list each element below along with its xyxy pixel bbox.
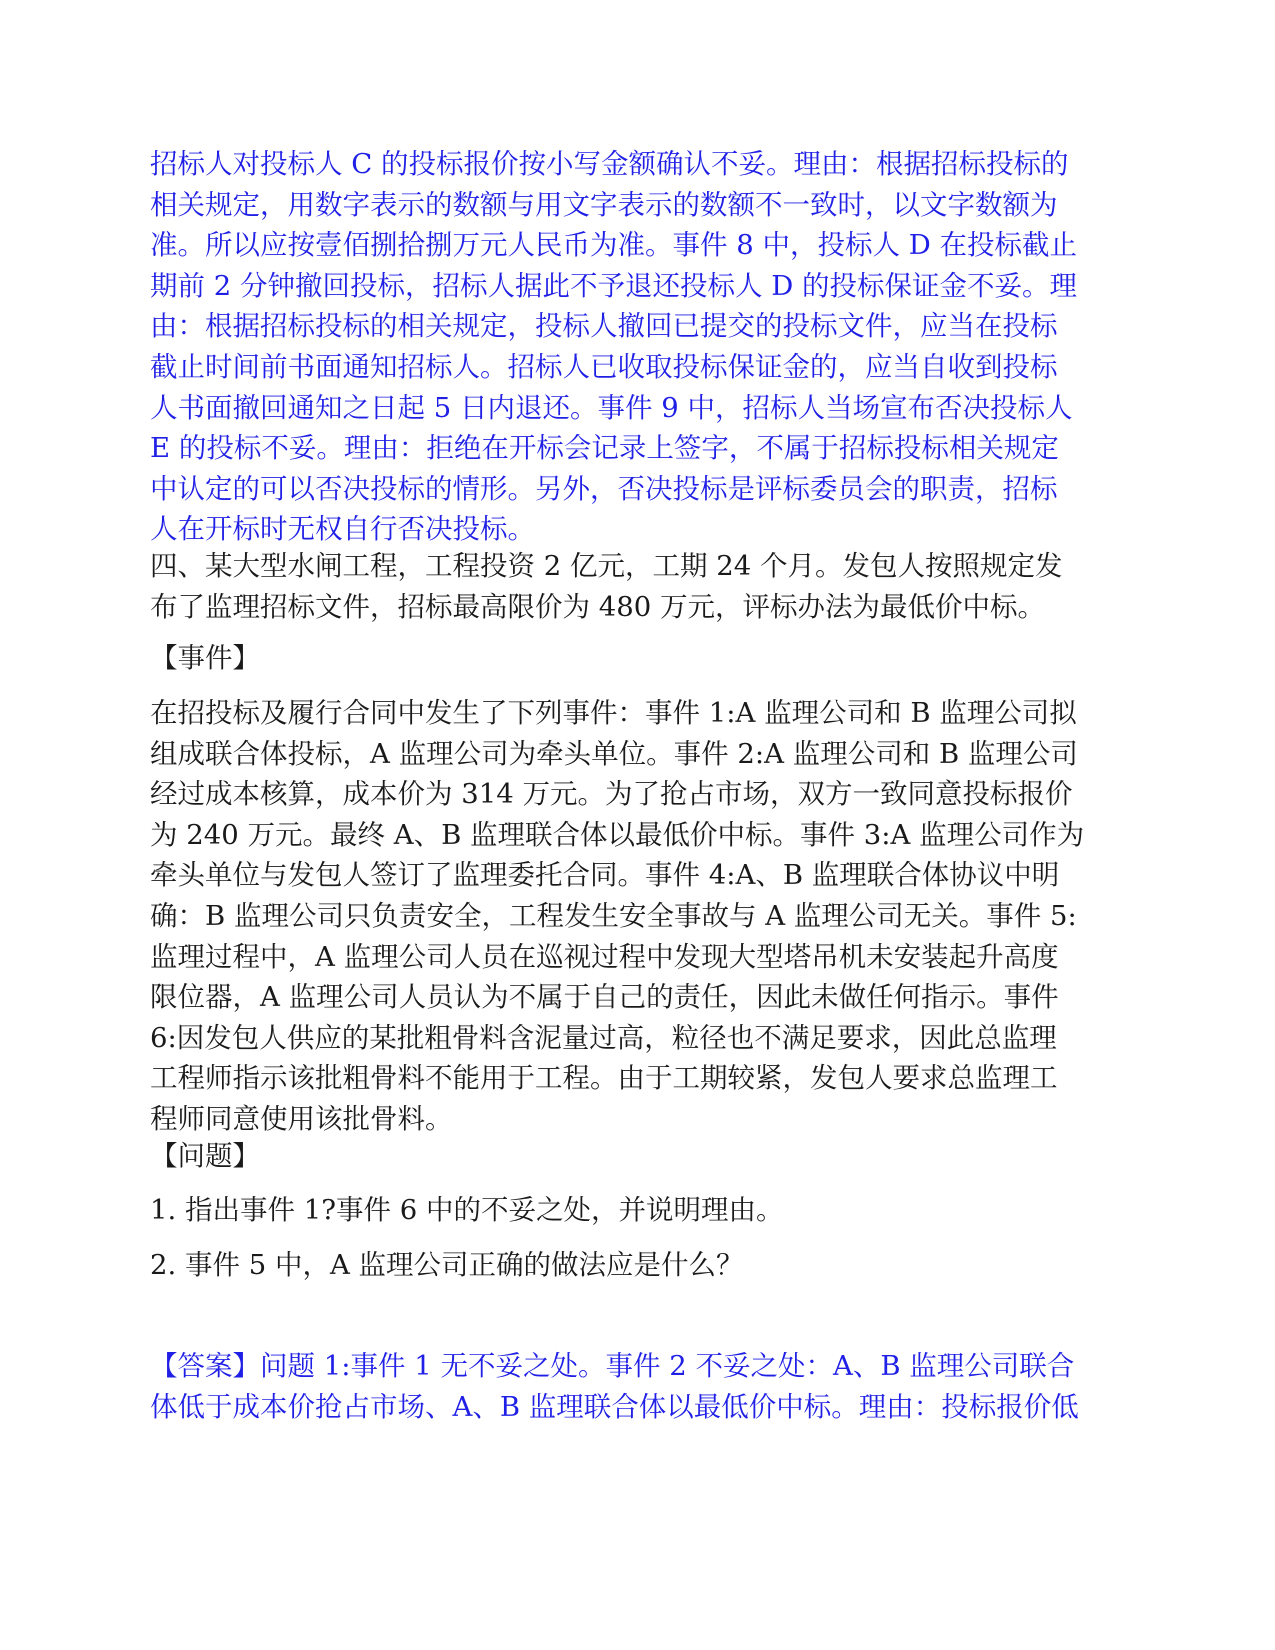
heading-text: 【问题】 (150, 1140, 260, 1172)
text-line: 人书面撤回通知之日起 5 日内退还。事件 9 中，招标人当场宣布否决投标人 (150, 391, 1073, 424)
text-line: E 的投标不妥。理由：拒绝在开标会记录上签字，不属于招标投标相关规定 (150, 432, 1059, 465)
text-line: 1. 指出事件 1?事件 6 中的不妥之处，并说明理由。 (150, 1194, 784, 1226)
text-line: 中认定的可以否决投标的情形。另外，否决投标是评标委员会的职责，招标 (150, 472, 1058, 505)
text-line: 招标人对投标人 C 的投标报价按小写金额确认不妥。理由：根据招标投标的 (150, 148, 1069, 180)
text-line: 为 240 万元。最终 A、B 监理联合体以最低价中标。事件 3:A 监理公司作为 (150, 818, 1085, 851)
text-line: 在招投标及履行合同中发生了下列事件：事件 1:A 监理公司和 B 监理公司拟 (150, 697, 1077, 729)
text-line: 牵头单位与发包人签订了监理委托合同。事件 4:A、B 监理联合体协议中明 (150, 859, 1060, 892)
text-line: 程师同意使用该批骨料。 (150, 1102, 453, 1135)
text-line: 准。所以应按壹佰捌拾捌万元人民币为准。事件 8 中，投标人 D 在投标截止 (150, 229, 1078, 262)
question-item-1 (150, 1190, 1125, 1231)
text-line: 确：B 监理公司只负责安全，工程发生安全事故与 A 监理公司无关。事件 5: (150, 899, 1077, 932)
answer-paragraph (150, 1346, 1125, 1427)
question-four-intro (150, 546, 1125, 627)
answer-continuation-paragraph (150, 144, 1125, 550)
text-line: 期前 2 分钟撤回投标，招标人据此不予退还投标人 D 的投标保证金不妥。理 (150, 269, 1078, 302)
text-line: 布了监理招标文件，招标最高限价为 480 万元，评标办法为最低价中标。 (150, 590, 1045, 623)
text-line: 限位器，A 监理公司人员认为不属于自己的责任，因此未做任何指示。事件 (150, 981, 1059, 1014)
text-line: 2. 事件 5 中，A 监理公司正确的做法应是什么？ (150, 1249, 744, 1281)
text-line: 工程师指示该批粗骨料不能用于工程。由于工期较紧，发包人要求总监理工 (150, 1062, 1058, 1095)
text-line: 6:因发包人供应的某批粗骨料含泥量过高，粒径也不满足要求，因此总监理 (150, 1021, 1057, 1054)
text-line: 经过成本核算，成本价为 314 万元。为了抢占市场，双方一致同意投标报价 (150, 778, 1073, 811)
text-line: 四、某大型水闸工程，工程投资 2 亿元，工期 24 个月。发包人按照规定发 (150, 550, 1063, 582)
events-heading (150, 638, 1125, 679)
text-line: 相关规定，用数字表示的数额与用文字表示的数额不一致时，以文字数额为 (150, 188, 1058, 221)
text-line: 【答案】问题 1:事件 1 无不妥之处。事件 2 不妥之处：A、B 监理公司联合 (150, 1350, 1075, 1382)
questions-heading (150, 1136, 1125, 1177)
heading-text: 【事件】 (150, 642, 260, 674)
text-line: 组成联合体投标，A 监理公司为牵头单位。事件 2:A 监理公司和 B 监理公司 (150, 737, 1078, 770)
text-line: 由：根据招标投标的相关规定，投标人撤回已提交的投标文件，应当在投标 (150, 310, 1058, 343)
text-line: 截止时间前书面通知招标人。招标人已收取投标保证金的，应当自收到投标 (150, 350, 1058, 383)
text-line: 人在开标时无权自行否决投标。 (150, 513, 535, 546)
events-paragraph (150, 693, 1125, 1140)
text-line: 体低于成本价抢占市场、A、B 监理联合体以最低价中标。理由：投标报价低 (150, 1390, 1079, 1423)
question-item-2 (150, 1245, 1125, 1286)
text-line: 监理过程中，A 监理公司人员在巡视过程中发现大型塔吊机未安装起升高度 (150, 940, 1059, 973)
